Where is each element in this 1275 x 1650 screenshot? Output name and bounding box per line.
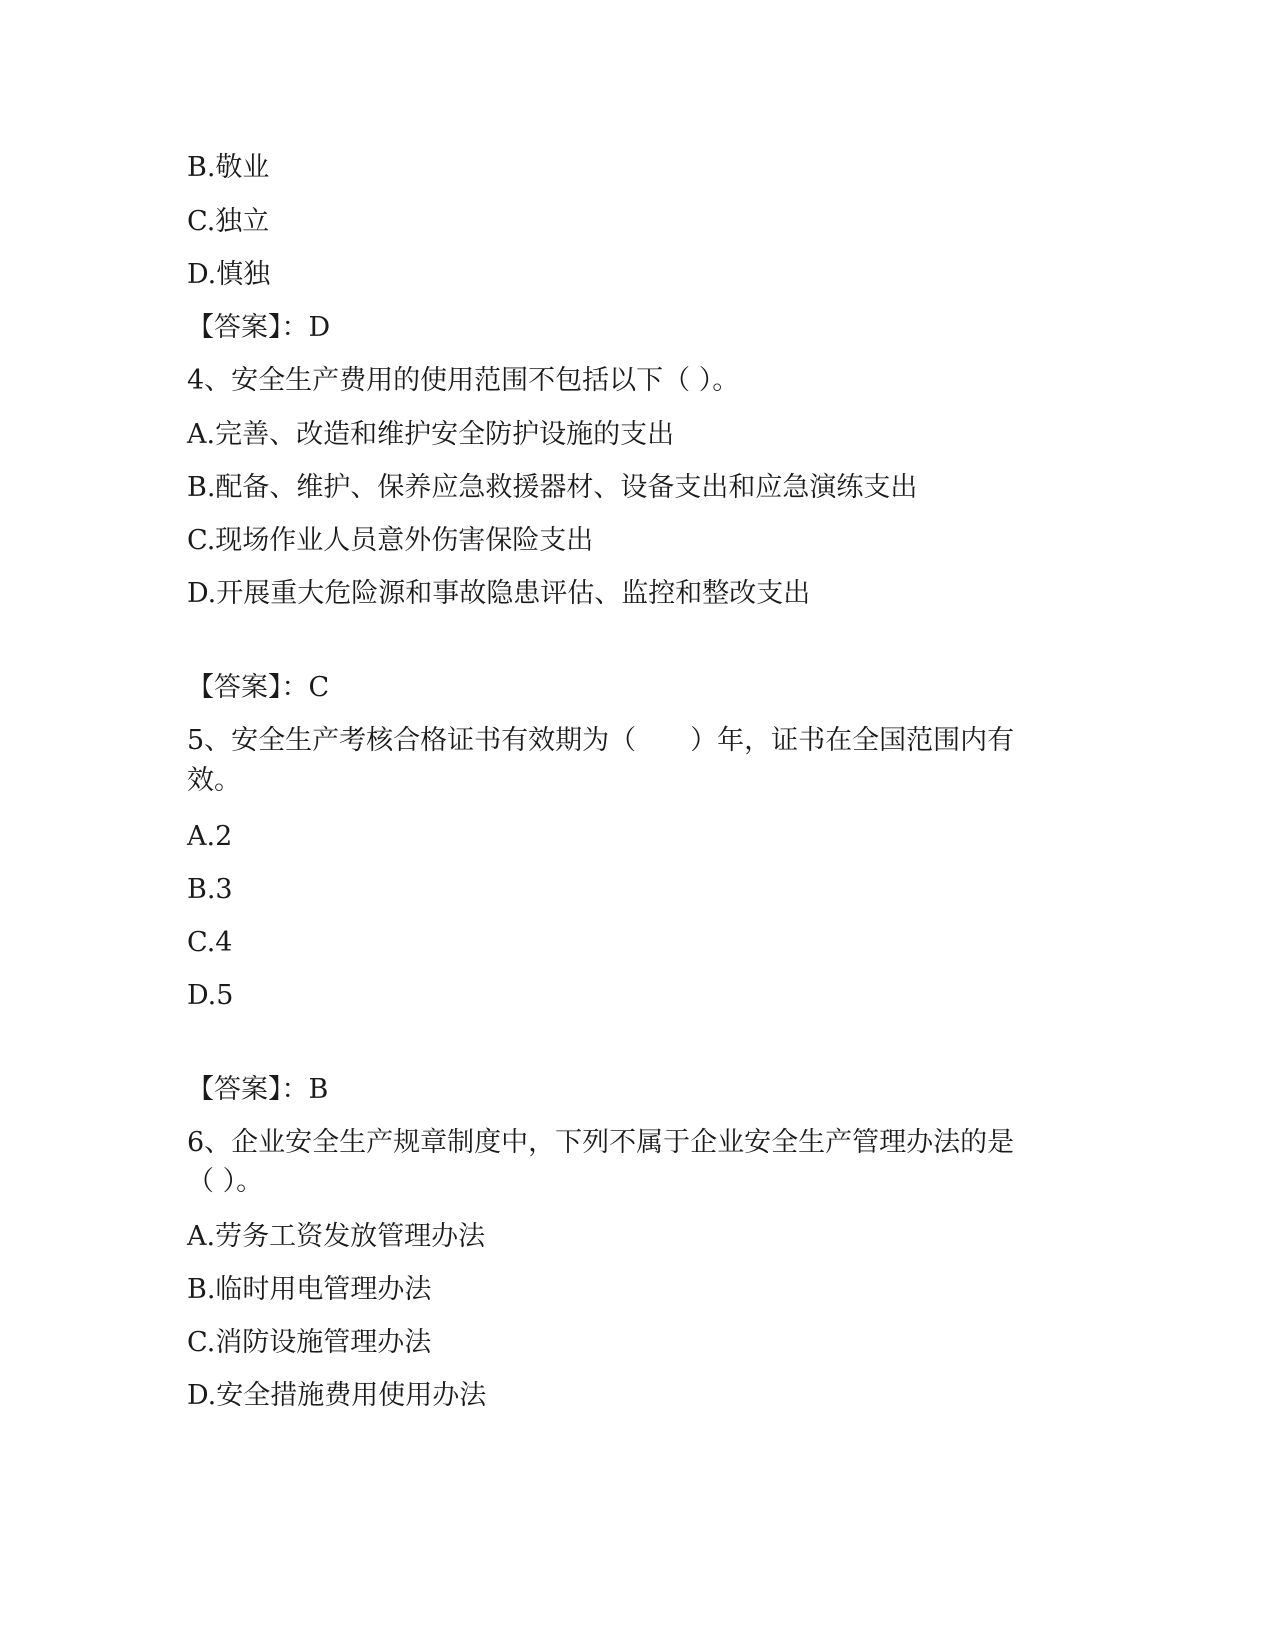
- option-q5-a: A.2: [187, 821, 233, 852]
- option-q4-d: D.开展重大危险源和事故隐患评估、监控和整改支出: [187, 578, 811, 609]
- question-5-stem-line2: 效。: [187, 765, 241, 796]
- question-6-stem-line1: 6、企业安全生产规章制度中，下列不属于企业安全生产管理办法的是: [187, 1127, 1015, 1158]
- question-4-stem: 4、安全生产费用的使用范围不包括以下（ ）。: [187, 365, 740, 396]
- option-q3-d: D.慎独: [187, 259, 271, 290]
- question-5-stem-line1: 5、安全生产考核合格证书有效期为（ ）年，证书在全国范围内有: [187, 725, 1015, 756]
- answer-q4: 【答案】：C: [187, 672, 330, 703]
- option-q5-b: B.3: [187, 874, 233, 905]
- option-q4-c: C.现场作业人员意外伤害保险支出: [187, 525, 594, 556]
- question-6-stem-line2: （ ）。: [187, 1166, 264, 1197]
- option-q6-b: B.临时用电管理办法: [187, 1274, 432, 1305]
- option-q5-c: C.4: [187, 927, 233, 958]
- option-q6-a: A.劳务工资发放管理办法: [187, 1221, 486, 1252]
- option-q3-c: C.独立: [187, 206, 270, 237]
- option-q6-c: C.消防设施管理办法: [187, 1327, 432, 1358]
- option-q3-b: B.敬业: [187, 152, 270, 183]
- answer-q3: 【答案】：D: [187, 312, 331, 343]
- option-q6-d: D.安全措施费用使用办法: [187, 1380, 487, 1411]
- option-q4-a: A.完善、改造和维护安全防护设施的支出: [187, 419, 675, 450]
- answer-q5: 【答案】：B: [187, 1074, 329, 1105]
- option-q5-d: D.5: [187, 980, 234, 1011]
- option-q4-b: B.配备、维护、保养应急救援器材、设备支出和应急演练支出: [187, 472, 918, 503]
